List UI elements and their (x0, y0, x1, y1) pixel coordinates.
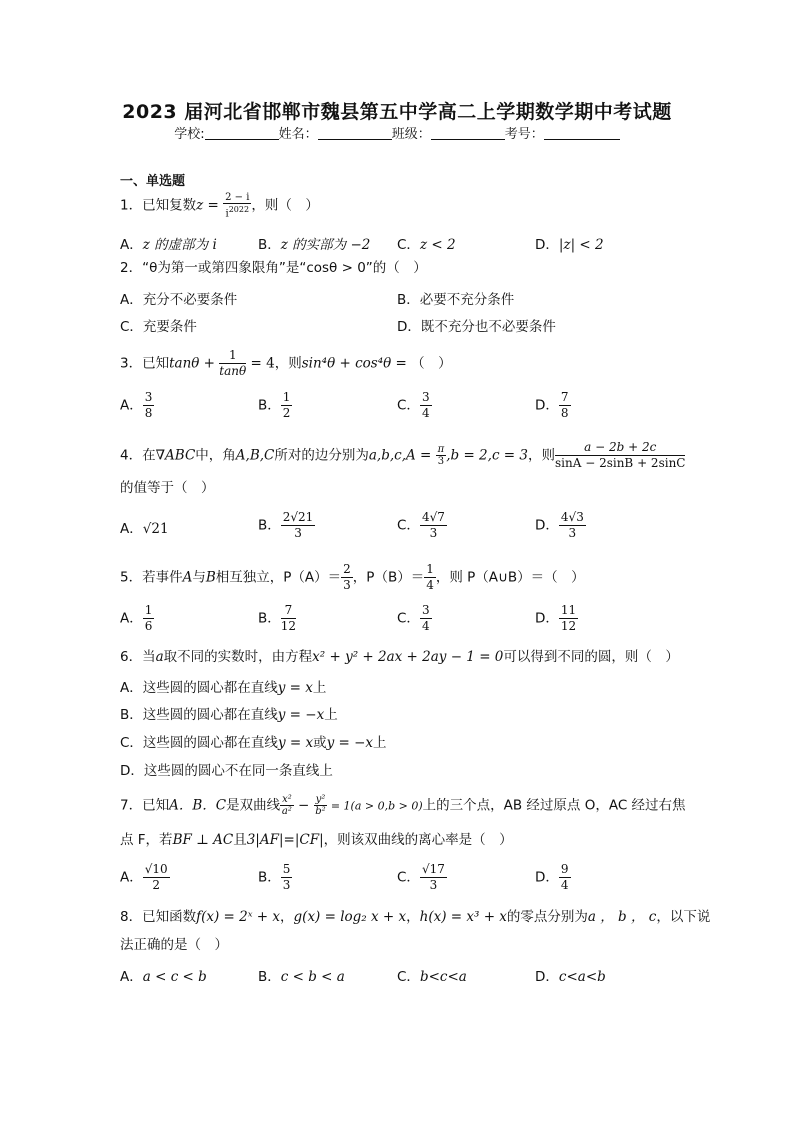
q1-suffix: ，则（ ） (251, 197, 319, 214)
question-2: 2．“θ为第一或第四象限角”是“cosθ > 0”的（ ） (120, 260, 427, 276)
question-4-line2: 的值等于（ ） (120, 480, 215, 496)
q5-pa-num: 2 (343, 562, 351, 576)
q5-a-den: 6 (144, 619, 153, 633)
q6-a-eq: y = x (277, 680, 313, 696)
q5-mid3: ，P（B）＝ (352, 569, 425, 586)
q4-mid: 中，角 (195, 447, 236, 464)
id-blank[interactable] (544, 127, 620, 140)
q5-mid2: 相互独立，P（A）＝ (215, 569, 342, 586)
q1-b-label: B． (258, 237, 281, 253)
name-label: 姓名： (278, 127, 318, 142)
q5-b-num: 7 (281, 603, 296, 619)
q7-d-num: 9 (560, 862, 569, 876)
q4-c-num: 4√7 (421, 510, 445, 524)
q5-a-frac (143, 603, 155, 634)
q8-option-b[interactable] (258, 965, 345, 985)
q3-b-label: B． (258, 397, 281, 414)
question-7 (120, 794, 686, 817)
q5-c-label: C． (397, 610, 420, 627)
q7-line2-cond: BF ⊥ AC (172, 832, 234, 848)
q1-den: i (225, 208, 229, 220)
q1-a-label: A． (120, 237, 143, 253)
class-label: 班级： (391, 127, 431, 142)
q4-c-den: 3 (429, 526, 438, 540)
q1-option-d[interactable] (535, 233, 604, 253)
q6-option-c[interactable] (120, 731, 387, 751)
q7-points: A．B．C (169, 797, 227, 814)
q3-num: 1 (219, 348, 246, 364)
q4-pi-frac (436, 444, 447, 467)
q3-prefix: 3．已知 (120, 355, 170, 372)
q5-b-den: 12 (280, 619, 297, 633)
q4-main-frac (555, 440, 685, 471)
q3-den: tanθ (219, 364, 247, 378)
q3-b-frac (281, 390, 293, 421)
q6-c-eq2: y = −x (326, 735, 374, 751)
q1-den-exp: 2022 (228, 205, 250, 214)
q4-pi-den: 3 (437, 456, 445, 467)
q6-suffix: 可以得到不同的圆，则（ ） (503, 649, 679, 665)
q5-c-frac (420, 603, 432, 634)
q3-expr: sin⁴θ + cos⁴θ = (301, 355, 412, 372)
q7-y2: y² (315, 794, 326, 805)
q5-pb-frac (424, 562, 436, 593)
q3-b-den: 2 (282, 406, 291, 420)
q5-c-den: 4 (421, 619, 430, 633)
q6-c-mid: 或 (313, 735, 327, 751)
q4-a-text: √21 (142, 521, 169, 537)
question-8 (120, 907, 710, 927)
q1-option-b[interactable] (258, 233, 370, 253)
q1-num: 2 − i (225, 192, 250, 203)
q2-option-b[interactable]: B．必要不充分条件 (397, 292, 515, 308)
q3-a-num: 3 (144, 390, 153, 404)
q1-a-text: z 的虚部为 i (142, 237, 217, 253)
q5-pb-den: 4 (426, 578, 434, 592)
q5-d-den: 12 (560, 619, 577, 633)
q5-suffix: ，则 P（A∪B）＝（ ） (435, 569, 585, 586)
q5-pb-num: 1 (426, 562, 434, 576)
q3-option-b[interactable] (258, 390, 292, 421)
q5-mid: 与 (192, 569, 206, 586)
q8-f: f(x) = 2ˣ + x (196, 909, 281, 925)
question-8-line2: 法正确的是（ ） (120, 937, 228, 953)
q4-b-num: 2√21 (282, 510, 314, 524)
q3-d-num: 7 (560, 390, 569, 404)
q4-option-b[interactable] (258, 510, 315, 541)
q7-c-frac (420, 862, 447, 893)
q4-d-num: 4√3 (560, 510, 584, 524)
q4-option-d[interactable] (535, 510, 586, 541)
q3-mid: = 4，则 (246, 355, 302, 372)
q6-option-d[interactable]: D．这些圆的圆心不在同一条直线上 (120, 763, 333, 779)
school-blank[interactable] (205, 127, 279, 140)
question-4 (120, 440, 685, 471)
q6-equation: x² + y² + 2ax + 2ay − 1 = 0 (312, 649, 504, 665)
q3-option-a[interactable] (120, 390, 154, 421)
question-6 (120, 647, 679, 667)
q5-a-label: A． (120, 610, 143, 627)
q8-c-text: b<c<a (419, 969, 467, 985)
q5-pa-den: 3 (343, 578, 351, 592)
id-label: 考号： (504, 127, 544, 142)
q1-fraction (223, 192, 251, 219)
q3-option-d[interactable] (535, 390, 571, 421)
q8-g: g(x) = log₂ x + x (293, 909, 407, 925)
q6-b-pre: B．这些圆的圆心都在直线 (120, 707, 278, 723)
q7-a2: a² (281, 806, 292, 817)
q7-d-den: 4 (560, 878, 569, 892)
q7-x2: x² (282, 794, 292, 805)
q7-a-den: 2 (152, 878, 161, 892)
q3-c-num: 3 (421, 390, 430, 404)
q6-option-b[interactable] (120, 703, 338, 723)
q8-a-text: a < c < b (142, 969, 207, 985)
q4-mid2: 所对的边分别为 (274, 447, 369, 464)
q3-d-frac (559, 390, 571, 421)
q4-pi-num: π (437, 444, 445, 455)
q4-c-label: C． (397, 517, 420, 534)
q3-option-c[interactable] (397, 390, 432, 421)
q5-b-label: B． (258, 610, 281, 627)
q7-c-den: 3 (429, 878, 438, 892)
q7-c-num: √17 (421, 862, 445, 876)
q6-option-a[interactable] (120, 676, 326, 696)
q7-d-frac (559, 862, 571, 893)
q5-a-num: 1 (144, 603, 153, 617)
q5-option-d[interactable] (535, 603, 578, 634)
q5-b-frac (281, 603, 296, 634)
q4-mid3: ，则 (528, 447, 555, 464)
q8-option-a[interactable] (120, 965, 207, 985)
q7-b-frac (281, 862, 293, 893)
q8-b-text: c < b < a (280, 969, 345, 985)
q1-d-label: D． (535, 237, 559, 253)
q8-sep2: ， (406, 909, 420, 925)
q2-option-d[interactable]: D．既不充分也不必要条件 (397, 319, 556, 335)
q8-b-label: B． (258, 969, 281, 985)
q1-b-text: z 的实部为 −2 (280, 237, 371, 253)
q8-abc: a ， b ， c (587, 909, 657, 925)
q1-prefix: 1．已知复数 (120, 197, 197, 214)
q3-a-den: 8 (144, 406, 153, 420)
q7-y-frac (314, 794, 328, 817)
q5-pa-frac (341, 562, 353, 593)
q1-z: z (196, 197, 204, 214)
q4-d-den: 3 (568, 526, 577, 540)
q3-a-frac (143, 390, 155, 421)
q4-b-den: 3 (294, 526, 302, 540)
q3-b-num: 1 (282, 390, 291, 404)
q8-d-label: D． (535, 969, 559, 985)
q5-event-a: A (182, 569, 193, 586)
q5-option-a[interactable] (120, 603, 154, 634)
q5-prefix: 5．若事件 (120, 569, 183, 586)
q3-c-label: C． (397, 397, 420, 414)
question-5 (120, 562, 585, 593)
question-3 (120, 348, 452, 379)
q1-c-text: z < 2 (419, 237, 456, 253)
q3-tan: tanθ + (169, 355, 220, 372)
q6-a-pre: A．这些圆的圆心都在直线 (120, 680, 278, 696)
q6-mid: 取不同的实数时，由方程 (163, 649, 313, 665)
q4-vals: a,b,c,A = (368, 447, 436, 464)
q6-prefix: 6．当 (120, 649, 156, 665)
q6-c-pre: C．这些圆的圆心都在直线 (120, 735, 278, 751)
q8-prefix: 8．已知函数 (120, 909, 197, 925)
school-label: 学校: (174, 127, 205, 142)
q7-c-label: C． (397, 869, 420, 886)
class-blank[interactable] (431, 127, 505, 140)
q7-prefix: 7．已知 (120, 797, 170, 814)
question-7-line2 (120, 830, 513, 850)
q2-option-a[interactable]: A．充分不必要条件 (120, 292, 238, 308)
q5-event-b: B (205, 569, 216, 586)
q3-fraction (219, 348, 246, 379)
q5-d-label: D． (535, 610, 559, 627)
q6-c-eq: y = x (277, 735, 314, 751)
q7-b-den: 3 (282, 878, 291, 892)
q5-d-num: 11 (560, 603, 577, 617)
q4-frac-den: sinA − 2sinB + 2sinC (555, 456, 686, 470)
q7-line2-mid: 且 (233, 832, 247, 848)
q3-a-label: A． (120, 397, 143, 414)
q4-d-label: D． (535, 517, 559, 534)
section-title: 一、单选题 (120, 174, 186, 189)
q7-suffix: 上的三个点，AB 经过原点 O，AC 经过右焦 (422, 797, 686, 814)
q7-option-b[interactable] (258, 862, 292, 893)
name-blank[interactable] (318, 127, 392, 140)
q4-b-frac (281, 510, 316, 541)
q1-option-c[interactable] (397, 233, 456, 253)
q6-b-suf: 上 (324, 707, 338, 723)
q8-c-label: C． (397, 969, 420, 985)
q7-cond: = 1(a > 0,b > 0) (327, 799, 423, 813)
q7-line2-cond2: 3|AF|=|CF| (246, 832, 324, 848)
q8-mid: 的零点分别为 (506, 909, 588, 925)
q1-c-label: C． (397, 237, 420, 253)
q4-d-frac (559, 510, 586, 541)
q7-a-num: √10 (144, 862, 168, 876)
q5-option-c[interactable] (397, 603, 432, 634)
q4-a-label: A． (120, 521, 143, 537)
q3-d-den: 8 (560, 406, 569, 420)
q8-option-d[interactable] (535, 965, 606, 985)
q7-b2: b² (315, 806, 326, 817)
q1-option-a[interactable] (120, 233, 217, 253)
q7-option-a[interactable] (120, 862, 170, 893)
q6-c-suf: 上 (373, 735, 387, 751)
q7-line2-pre: 点 F，若 (120, 832, 173, 848)
q4-vals2: ,b = 2,c = 3 (446, 447, 528, 464)
q7-b-label: B． (258, 869, 281, 886)
q8-suffix: ，以下说 (656, 909, 711, 925)
q7-d-label: D． (535, 869, 559, 886)
q6-b-eq: y = −x (277, 707, 325, 723)
q5-c-num: 3 (421, 603, 430, 617)
q2-option-c[interactable]: C．充要条件 (120, 319, 197, 335)
q7-mid: 是双曲线 (226, 797, 281, 814)
page-title: 2023 届河北省邯郸市魏县第五中学高二上学期数学期中考试题 (122, 101, 672, 123)
q7-a-label: A． (120, 869, 143, 886)
q7-line2-suf: ，则该双曲线的离心率是（ ） (323, 832, 513, 848)
q8-sep1: ， (280, 909, 294, 925)
q8-d-text: c<a<b (558, 969, 606, 985)
q7-a-frac (143, 862, 170, 893)
question-1 (120, 192, 319, 219)
q8-option-c[interactable] (397, 965, 467, 985)
q3-d-label: D． (535, 397, 559, 414)
q4-prefix: 4．在 (120, 447, 156, 464)
q8-a-label: A． (120, 969, 143, 985)
student-info-line (0, 123, 794, 142)
q1-eq: = (203, 197, 224, 214)
q4-frac-num: a − 2b + 2c (555, 440, 685, 456)
q4-option-c[interactable] (397, 510, 447, 541)
q3-c-frac (420, 390, 432, 421)
q7-option-c[interactable] (397, 862, 447, 893)
q6-a: a (155, 649, 164, 665)
q3-c-den: 4 (421, 406, 430, 420)
q8-h: h(x) = x³ + x (419, 909, 507, 925)
q1-d-text: |z| < 2 (558, 237, 604, 253)
q6-a-suf: 上 (312, 680, 327, 696)
q7-x-frac (280, 794, 294, 817)
q4-b-label: B． (258, 517, 281, 534)
q7-b-num: 5 (282, 862, 291, 876)
q5-option-b[interactable] (258, 603, 296, 634)
q4-c-frac (420, 510, 447, 541)
q7-minus: − (293, 797, 314, 814)
q7-option-d[interactable] (535, 862, 571, 893)
q3-suffix: （ ） (411, 355, 452, 372)
q4-triangle: ∇ABC (155, 447, 196, 464)
q4-option-a[interactable] (120, 517, 169, 537)
q4-angles: A,B,C (235, 447, 275, 464)
q5-d-frac (559, 603, 578, 634)
